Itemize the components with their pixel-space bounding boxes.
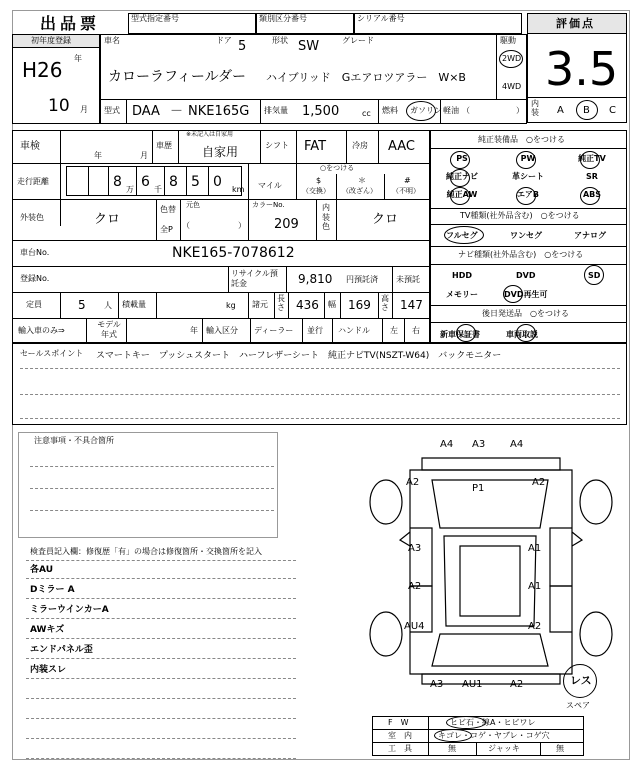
damage-label: A3 bbox=[472, 439, 486, 450]
grade-label: グレード bbox=[342, 36, 374, 45]
navi-memory: メモリー bbox=[446, 290, 478, 299]
spare-label: スペア bbox=[566, 701, 590, 710]
capacity-unit: 人 bbox=[104, 301, 112, 310]
inspection-label: 車検 bbox=[20, 141, 40, 152]
equipment-item: PW bbox=[520, 154, 536, 163]
inspector-line: 内装スレ bbox=[30, 665, 67, 675]
damage-label: A2 bbox=[510, 679, 524, 690]
right-mirror-shape bbox=[572, 532, 582, 546]
equipment-item: 純正TV bbox=[578, 154, 606, 163]
rear-left-wheel-shape bbox=[370, 612, 402, 656]
inspector-line: エンドパネル歪 bbox=[30, 645, 93, 655]
dealer-option: ディーラー bbox=[254, 326, 294, 335]
interior-cond-label: 室 内 bbox=[388, 731, 412, 740]
mileage-man: 万 bbox=[126, 185, 134, 194]
tools-value: 無 bbox=[448, 744, 456, 753]
equipment-item: SR bbox=[586, 172, 598, 181]
damage-label: A2 bbox=[406, 477, 420, 488]
capacity-label: 定員 bbox=[26, 300, 42, 309]
handle-left: 左 bbox=[390, 326, 398, 335]
right-front-door-shape bbox=[550, 528, 572, 586]
tv-fullseg: フルセグ bbox=[446, 231, 478, 240]
capacity-value: 5 bbox=[78, 298, 86, 312]
navi-sd: SD bbox=[588, 271, 601, 280]
dvd-play-circle bbox=[503, 285, 523, 303]
vehicle-name: カローラフィールダー bbox=[108, 69, 247, 85]
handle-right: 右 bbox=[412, 326, 420, 335]
jack-value: 無 bbox=[556, 744, 564, 753]
yen-deposited-label: 円預託済 bbox=[346, 275, 378, 284]
damage-label: AU1 bbox=[462, 679, 483, 690]
model-prefix: DAA bbox=[132, 104, 160, 119]
docs-manual: 車両取説 bbox=[506, 330, 538, 339]
orig-paren-open: （ bbox=[182, 221, 190, 230]
damage-label: A4 bbox=[440, 439, 454, 450]
fuel-value: ガソリン bbox=[410, 106, 442, 115]
docs-warranty: 新車保証書 bbox=[440, 330, 480, 339]
registration-label: 登録No. bbox=[20, 274, 50, 283]
light-oil-label: 軽油 bbox=[443, 106, 459, 115]
tv-header: TV種類(社外品含む) ○をつける bbox=[460, 211, 580, 220]
chassis-value: NKE165-7078612 bbox=[172, 245, 295, 261]
recycle-value: 9,810 bbox=[298, 272, 333, 286]
doors-label: ドア bbox=[216, 36, 232, 45]
interior-b: B bbox=[583, 105, 590, 116]
unknown-label: （不明） bbox=[392, 187, 420, 195]
damage-label: A2 bbox=[408, 581, 422, 592]
type-no-label: 型式指定番号 bbox=[131, 14, 179, 23]
equipment-item: ABS bbox=[582, 190, 602, 199]
parallel-option: 並行 bbox=[307, 326, 323, 335]
fuel-paren-open: （ bbox=[462, 106, 470, 115]
front-bumper-shape bbox=[422, 458, 560, 470]
rating-value: 3.5 bbox=[545, 42, 619, 96]
load-label: 積載量 bbox=[122, 300, 146, 309]
color-value: クロ bbox=[94, 212, 121, 227]
history-label: 車歴 bbox=[156, 141, 172, 150]
mileage-d4: 5 bbox=[191, 174, 200, 190]
mileage-circle-note: ○をつける bbox=[320, 164, 355, 172]
width-label: 幅 bbox=[328, 300, 336, 309]
damage-label: P1 bbox=[472, 483, 485, 494]
equipment-item-circle bbox=[450, 169, 470, 187]
fuel-label: 燃料 bbox=[382, 106, 398, 115]
interior-a: A bbox=[557, 105, 564, 116]
all-paint-label: 全P bbox=[160, 225, 173, 234]
mileage-sen: 千 bbox=[154, 185, 162, 194]
left-front-door-shape bbox=[410, 528, 432, 586]
damage-label: A2 bbox=[528, 621, 542, 632]
shape-label: 形状 bbox=[272, 36, 288, 45]
navi-header: ナビ種類(社外品含む) ○をつける bbox=[458, 250, 584, 259]
rear-right-wheel-shape bbox=[580, 612, 612, 656]
height-value: 147 bbox=[400, 298, 423, 312]
color-change-label: 色替 bbox=[160, 205, 176, 214]
warranty-circle bbox=[456, 324, 476, 342]
month-unit: 月 bbox=[80, 105, 88, 114]
insp-month-unit: 月 bbox=[140, 151, 148, 160]
sales-point-text: スマートキー プッシュスタート ハーフレザーシート 純正ナビTV(NSZT-W64) バックモニター bbox=[96, 351, 502, 361]
right-rear-door-shape bbox=[550, 586, 572, 632]
shift-label: シフト bbox=[265, 141, 289, 150]
color-label: 外装色 bbox=[20, 213, 44, 222]
serial-no-label: シリアル番号 bbox=[357, 14, 405, 23]
first-reg-month: 10 bbox=[48, 96, 70, 116]
navi-dvd-play: DVD再生可 bbox=[504, 290, 548, 299]
interior-color-value: クロ bbox=[372, 212, 399, 227]
car-diagram bbox=[360, 436, 620, 696]
equipment-item-circle bbox=[580, 151, 600, 169]
interior-cond-circle bbox=[434, 729, 472, 742]
hood-shape bbox=[432, 477, 548, 528]
displacement-label: 排気量 bbox=[264, 106, 288, 115]
import-label: 輸入車のみ⇒ bbox=[18, 326, 65, 335]
model-year-label: モデル年式 bbox=[97, 320, 121, 339]
history-value: 自家用 bbox=[202, 145, 239, 159]
roof-shape bbox=[460, 546, 520, 616]
equipment-item: PS bbox=[456, 154, 468, 163]
doors-value: 5 bbox=[238, 39, 247, 54]
handle-label: ハンドル bbox=[338, 326, 370, 335]
ac-value: AAC bbox=[388, 139, 415, 154]
mileage-d5: 0 bbox=[213, 174, 222, 190]
cabin-shape bbox=[444, 536, 536, 626]
dollar-mark: $ bbox=[316, 176, 322, 185]
manual-circle bbox=[516, 324, 536, 342]
tv-oneseg: ワンセグ bbox=[510, 231, 542, 240]
equipment-item-circle bbox=[580, 187, 600, 205]
exchange-label: （交換） bbox=[302, 187, 330, 195]
class-no-label: 類別区分番号 bbox=[259, 14, 307, 23]
interior-label: 内装 bbox=[531, 99, 539, 117]
mileage-d2: 6 bbox=[141, 174, 150, 190]
jack-label: ジャッキ bbox=[488, 744, 520, 753]
damage-label: AU4 bbox=[404, 621, 425, 632]
import-year-unit: 年 bbox=[190, 326, 198, 335]
equipment-item: エアB bbox=[516, 190, 540, 199]
tv-fullseg-circle bbox=[444, 226, 484, 244]
notes-box bbox=[18, 432, 278, 538]
drive-2wd: 2WD bbox=[502, 54, 522, 63]
inspector-label: 検査員記入欄：修復歴「有」の場合は修復箇所・交換箇所を記入 bbox=[30, 547, 262, 556]
fw-label: F W bbox=[388, 718, 409, 727]
interior-color-label: 内装色 bbox=[322, 203, 330, 232]
fw-circle bbox=[446, 716, 486, 729]
width-value: 169 bbox=[348, 298, 371, 312]
fw-value: ヒビ石・線A・ヒビワレ bbox=[450, 718, 536, 727]
chassis-label: 車台No. bbox=[20, 248, 50, 257]
ac-label: 冷房 bbox=[352, 141, 368, 150]
inspector-line: Dミラー A bbox=[30, 585, 75, 595]
km-unit: km bbox=[232, 185, 245, 194]
front-left-wheel-shape bbox=[370, 480, 402, 524]
unpaid-label: 未預託 bbox=[396, 275, 420, 284]
specs-label: 諸元 bbox=[252, 300, 268, 309]
rating-label: 評価点 bbox=[556, 17, 595, 30]
equipment-item-circle bbox=[516, 187, 536, 205]
grade-value: ハイブリッド Gエアロツアラー W×B bbox=[266, 71, 466, 84]
navi-hdd: HDD bbox=[452, 271, 472, 280]
equipment-item: 純正ナビ bbox=[446, 172, 478, 181]
inspector-line: AWキズ bbox=[30, 625, 65, 635]
first-reg-label: 初年度登録 bbox=[31, 36, 71, 45]
inspector-line: ミラーウインカーA bbox=[30, 605, 109, 615]
shape-value: SW bbox=[298, 39, 320, 54]
mileage-d1: 8 bbox=[113, 174, 122, 190]
insp-year-unit: 年 bbox=[94, 151, 102, 160]
sheet-title: 出品票 bbox=[40, 14, 101, 33]
navi-sd-circle bbox=[584, 265, 604, 285]
equipment-item: 純正AW bbox=[446, 190, 478, 199]
damage-label: A2 bbox=[532, 477, 546, 488]
height-label: 高さ bbox=[381, 294, 389, 312]
equipment-header: 純正装備品 ○をつける bbox=[478, 135, 565, 144]
drive-4wd: 4WD bbox=[502, 82, 522, 91]
rear-shape bbox=[432, 634, 548, 666]
kg-unit: kg bbox=[226, 301, 236, 310]
damage-label: A3 bbox=[430, 679, 444, 690]
damage-label: A1 bbox=[528, 543, 542, 554]
mile-label: マイル bbox=[258, 181, 282, 190]
sales-point-label: セールスポイント bbox=[20, 349, 84, 358]
model-label: 型式 bbox=[104, 106, 120, 115]
length-value: 436 bbox=[296, 298, 319, 312]
original-color-label: 元色 bbox=[186, 201, 200, 209]
interior-cond-value: キゴレ・コゲ・ヤブレ・コゲ穴 bbox=[438, 731, 550, 740]
damage-label: A1 bbox=[528, 581, 542, 592]
equipment-item-circle bbox=[516, 151, 536, 169]
star-mark: ＊ bbox=[358, 176, 366, 185]
mileage-label: 走行距離 bbox=[17, 177, 49, 186]
model-code: NKE165G bbox=[188, 104, 250, 119]
history-note: ※未記入は自家用 bbox=[186, 131, 234, 138]
displacement-value: 1,500 bbox=[302, 104, 340, 119]
tv-analog: アナログ bbox=[574, 231, 606, 240]
vehicle-name-label: 車名 bbox=[104, 36, 120, 45]
model-dash: － bbox=[170, 104, 184, 119]
length-label: 長さ bbox=[277, 294, 285, 312]
body-outline-shape bbox=[410, 470, 572, 674]
first-reg-year: H26 bbox=[22, 58, 63, 82]
equipment-item-circle bbox=[450, 187, 470, 205]
inspector-line: 各AU bbox=[30, 565, 53, 575]
tools-label: 工 具 bbox=[388, 744, 412, 753]
notes-label: 注意事項・不具合箇所 bbox=[34, 436, 114, 445]
drive-label: 駆動 bbox=[500, 36, 516, 45]
damage-label: A3 bbox=[408, 543, 422, 554]
damage-label: A4 bbox=[510, 439, 524, 450]
cc-unit: cc bbox=[362, 109, 371, 118]
recycle-label: リサイクル預託金 bbox=[231, 269, 278, 288]
interior-b-circle bbox=[576, 100, 598, 120]
color-no-label: カラーNo. bbox=[252, 201, 285, 209]
fuel-paren-close: ） bbox=[516, 106, 524, 115]
spare-mark: レス bbox=[570, 674, 592, 687]
equipment-item-circle bbox=[450, 151, 470, 169]
color-no-value: 209 bbox=[274, 217, 299, 232]
import-category-label: 輸入区分 bbox=[206, 326, 238, 335]
equipment-item: 革シート bbox=[512, 172, 544, 181]
front-right-wheel-shape bbox=[580, 480, 612, 524]
shift-value: FAT bbox=[304, 139, 327, 154]
docs-header: 後日発送品 ○をつける bbox=[482, 309, 569, 318]
interior-c: C bbox=[609, 105, 616, 116]
navi-dvd: DVD bbox=[516, 271, 536, 280]
year-unit: 年 bbox=[74, 54, 82, 63]
tamper-label: （改ざん） bbox=[342, 187, 377, 195]
orig-paren-close: ） bbox=[238, 221, 246, 230]
hash-mark: # bbox=[404, 176, 411, 185]
mileage-d3: 8 bbox=[169, 174, 178, 190]
